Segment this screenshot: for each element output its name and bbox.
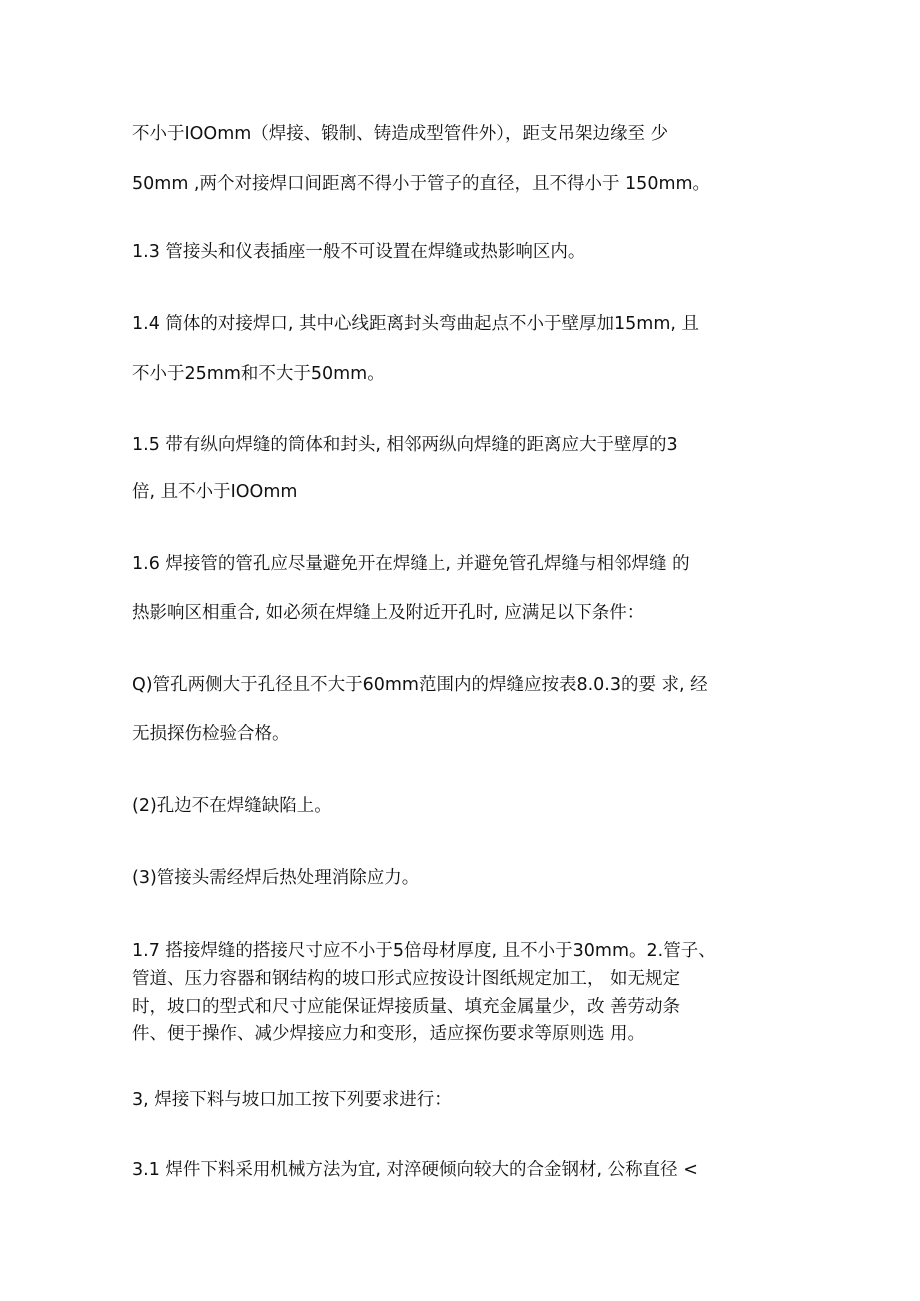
text-line: (2)孔边不在焊缝缺陷上。	[132, 796, 332, 816]
text-line: 1.6 焊接管的管孔应尽量避免开在焊缝上, 并避免管孔焊缝与相邻焊缝 的	[132, 554, 690, 574]
text-line: 无损探伤检验合格。	[132, 724, 290, 744]
text-line: (3)管接头需经焊后热处理消除应力。	[132, 868, 420, 888]
text-line: 时，坡口的型式和尺寸应能保证焊接质量、填充金属量少，改 善劳动条	[132, 997, 681, 1017]
text-line: 倍, 且不小于IOOmm	[132, 482, 298, 502]
text-line: 1.3 管接头和仪表插座一般不可设置在焊缝或热影响区内。	[132, 242, 586, 262]
text-line: 1.7 搭接焊缝的搭接尺寸应不小于5倍母材厚度, 且不小于30mm。2.管子、	[132, 941, 716, 961]
text-line: 1.5 带有纵向焊缝的筒体和封头, 相邻两纵向焊缝的距离应大于壁厚的3	[132, 435, 678, 455]
text-line: 热影响区相重合, 如必须在焊缝上及附近开孔时, 应满足以下条件：	[132, 603, 645, 623]
text-line: 50mm ,两个对接焊口间距离不得小于管子的直径，且不得小于 150mm。	[132, 174, 711, 194]
text-line: 管道、压力容器和钢结构的坡口形式应按设计图纸规定加工， 如无规定	[132, 969, 681, 989]
text-line: 件、便于操作、减少焊接应力和变形，适应探伤要求等原则选 用。	[132, 1024, 646, 1044]
text-line: 不小于25mm和不大于50mm。	[132, 364, 385, 384]
text-line: 3, 焊接下料与坡口加工按下列要求进行：	[132, 1090, 452, 1110]
text-line: 3.1 焊件下料采用机械方法为宜, 对淬硬倾向较大的合金钢材, 公称直径 <	[132, 1160, 698, 1180]
text-line: 不小于IOOmm（焊接、锻制、铸造成型管件外），距支吊架边缘至 少	[132, 124, 669, 144]
text-line: 1.4 筒体的对接焊口, 其中心线距离封头弯曲起点不小于壁厚加15mm, 且	[132, 314, 700, 334]
text-line: Q)管孔两侧大于孔径且不大于60mm范围内的焊缝应按表8.0.3的要 求, 经	[132, 675, 708, 695]
